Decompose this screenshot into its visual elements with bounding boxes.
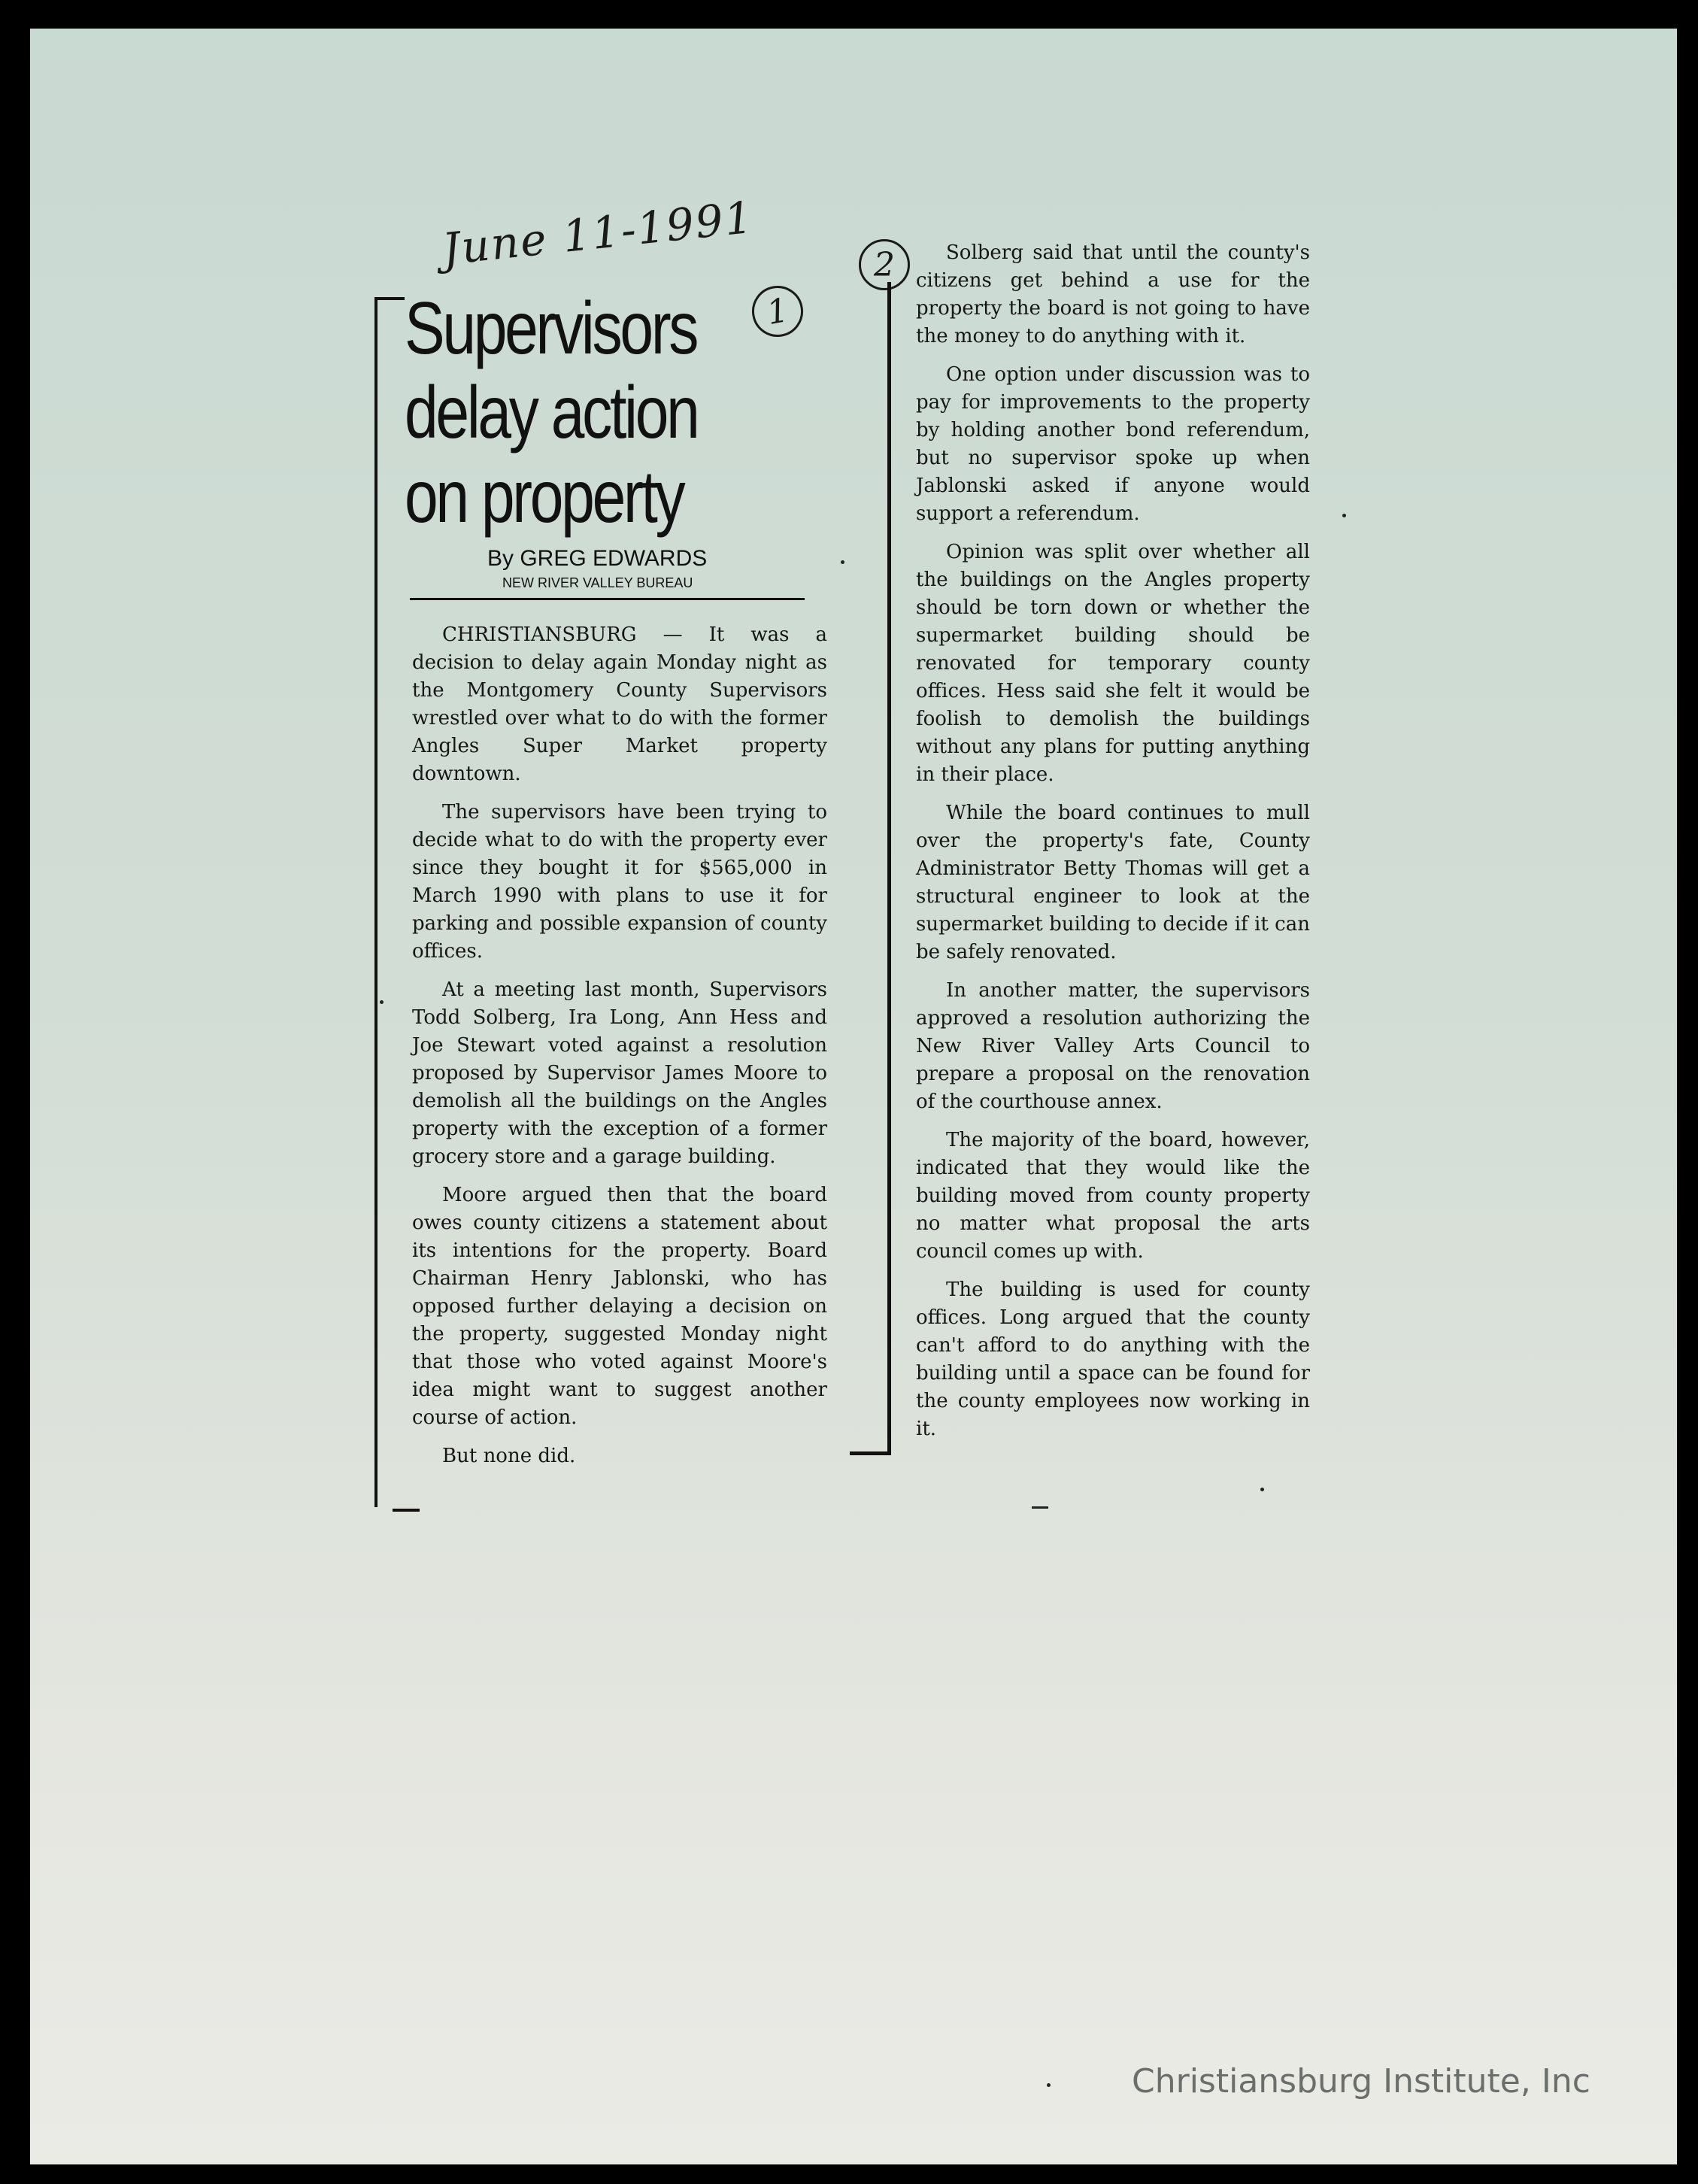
paragraph: The building is used for county offices. Long argued that the county can't afford to do anything with the building until a space can be found for the county employees now working in it. [916,1279,1310,1440]
byline: By GREG EDWARDS [487,546,708,571]
speck [1260,1488,1264,1491]
speck [380,1000,384,1004]
paragraph: The majority of the board, however, indicated that they would like the building moved from county property no matter what proposal the arts council comes up with. [916,1129,1310,1263]
headline-line: Supervisors [405,287,697,369]
paragraph: One option under discussion was to pay for improvements to the property by holding another bond referendum, but no supervisor spoke up when Jablonski asked if anyone would support a referendum. [916,363,1310,525]
article-headline [405,286,738,538]
dateline: CHRISTIANSBURG — [442,623,683,646]
article-column-left [412,621,827,1481]
paragraph: In another matter, the supervisors approved a resolution authorizing the New River Valley Arts Council to prepare a proposal on the renovation of the courthouse annex. [916,979,1310,1113]
handwritten-date: June 11-1991 [440,191,757,275]
page-marker-1: 1 [748,282,808,341]
paragraph: But none did. [442,1445,576,1467]
paragraph: The supervisors have been trying to decide what to do with the property ever since they bought it for $565,000 in March 1990 with plans to use it for parking and possible expansion of county offices. [412,801,827,963]
paragraph: At a meeting last month, Supervisors Todd Solberg, Ira Long, Ann Hess and Joe Stewart voted against a resolution proposed by Supervisor James Moore to demolish all the buildings on the Angles property with the exception of a former grocery store and a garage building. [412,978,827,1168]
paragraph: While the board continues to mull over the property's fate, County Administrator Betty Thomas will get a structural engineer to look at the supermarket building to decide if it can be safely renovated. [916,802,1310,963]
speck [1032,1506,1048,1509]
paragraph: Solberg said that until the county's citizens get behind a use for the property the board is not going to have the money to do anything with it. [916,241,1310,347]
clipping-bracket-middle [850,282,891,1455]
clipping-bracket-left-foot [393,1509,420,1512]
headline-line: on property [405,455,684,538]
article-column-right [916,239,1310,1454]
paragraph: Opinion was split over whether all the buildings on the Angles property should be torn down or whether the supermarket building should be renovated for temporary county offices. Hess said she felt it would be foolish to demolish the buildings without any plans for putting anything in their place. [916,541,1310,786]
speck [1047,2083,1051,2087]
headline-line: delay action [405,371,698,453]
bureau-line: NEW RIVER VALLEY BUREAU [502,575,693,590]
speck [1342,514,1346,517]
paragraph: CHRISTIANSBURG — It was a decision to delay again Monday night as the Montgomery County Supervisors wrestled over what to do with the former Angles Super Market property downtown. [412,623,827,785]
page-marker-2: 2 [859,239,910,290]
speck [841,560,844,564]
clipping-bracket-left [374,297,405,1507]
byline-rule [410,598,805,600]
paragraph: Moore argued then that the board owes county citizens a statement about its intentions for the property. Board Chairman Henry Jablonski, who has opposed further delaying a decision on the property, suggested Monday night that those who voted against Moore's idea might want to suggest another course of action. [412,1184,827,1429]
watermark: Christiansburg Institute, Inc [1132,2062,1590,2101]
